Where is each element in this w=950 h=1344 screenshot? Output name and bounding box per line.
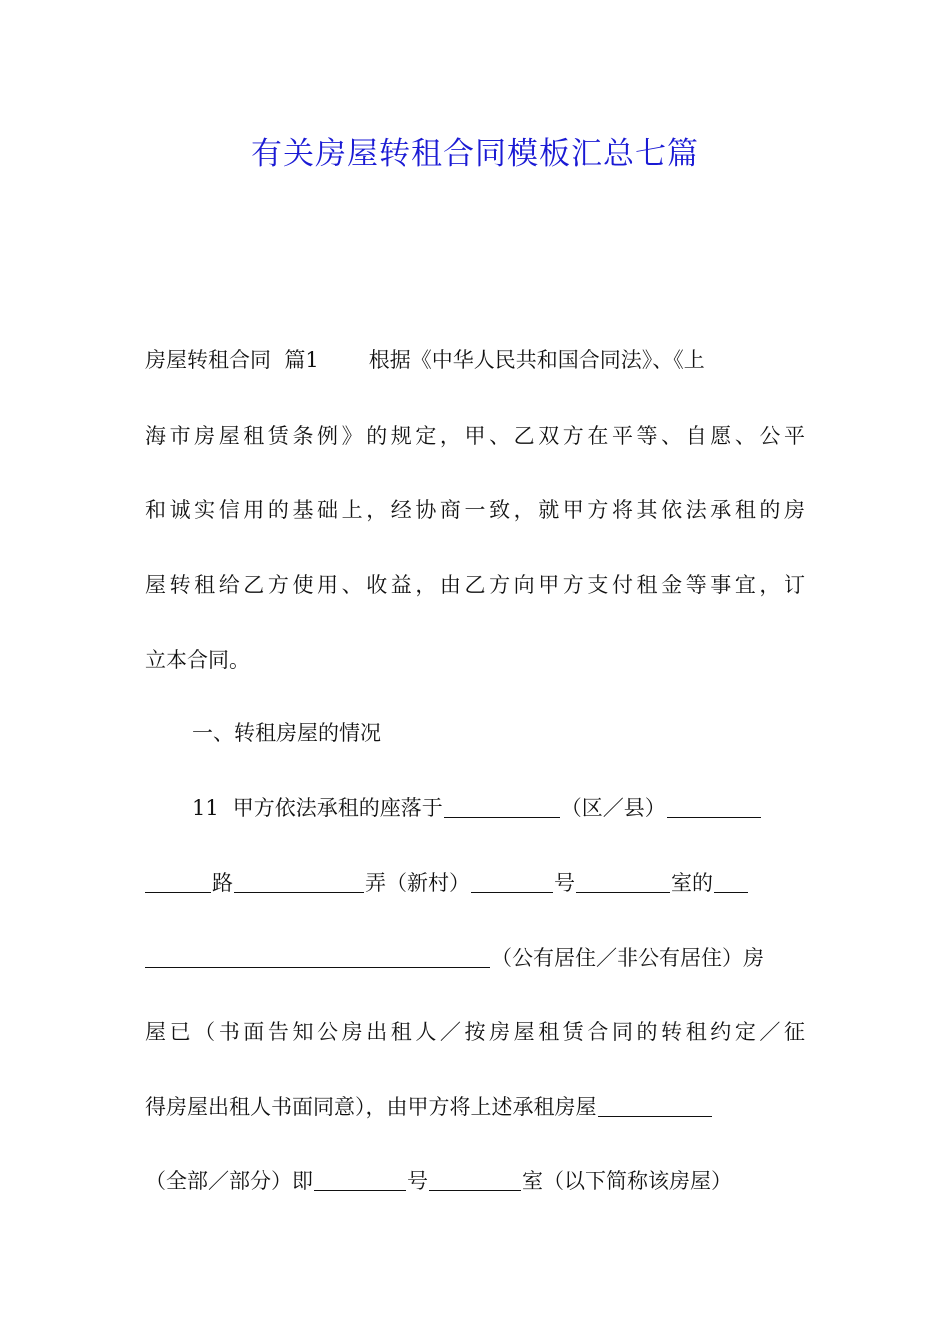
- paragraph-line: 和诚实信用的基础上，经协商一致，就甲方将其依法承租的房: [145, 498, 805, 522]
- clause-text: 路: [212, 871, 233, 895]
- clause-text: 号: [407, 1169, 428, 1193]
- clause-line: [145, 1092, 805, 1122]
- fill-blank: [429, 1168, 521, 1191]
- paragraph-line: 海市房屋租赁条例》的规定，甲、乙双方在平等、自愿、公平: [145, 424, 805, 448]
- fill-blank: [598, 1094, 712, 1117]
- clause-line: [145, 868, 805, 898]
- fill-blank: [471, 870, 553, 893]
- clause-text: （全部／部分）即: [145, 1169, 313, 1193]
- clause-text: （区／县）: [560, 796, 666, 820]
- clause-line: [145, 943, 805, 973]
- section-label: 房屋转租合同 篇1: [145, 348, 319, 372]
- fill-blank: [667, 795, 761, 818]
- clause-line: [145, 1166, 805, 1196]
- paragraph-text: 根据《中华人民共和国合同法》、《上: [368, 348, 705, 372]
- fill-blank: [314, 1168, 406, 1191]
- fill-blank: [576, 870, 670, 893]
- clause-number: 11: [192, 796, 219, 820]
- clause-text: 弄（新村）: [365, 871, 470, 895]
- clause-line: [192, 793, 805, 823]
- fill-blank: [145, 870, 211, 893]
- paragraph-line: [145, 345, 805, 375]
- section-heading: 一、转租房屋的情况: [192, 721, 381, 745]
- clause-line: 屋已（书面告知公房出租人／按房屋租赁合同的转租约定／征: [145, 1020, 805, 1044]
- fill-blank: [714, 870, 748, 893]
- clause-text: 室的: [671, 871, 713, 895]
- document-title: 有关房屋转租合同模板汇总七篇: [251, 136, 699, 172]
- clause-text: 得房屋出租人书面同意），由甲方将上述承租房屋: [145, 1095, 597, 1119]
- fill-blank: [444, 795, 560, 818]
- clause-text: （公有居住／非公有居住）房: [491, 946, 764, 970]
- clause-text: 甲方依法承租的座落于: [232, 796, 443, 820]
- paragraph-line: 立本合同。: [145, 648, 250, 672]
- fill-blank: [234, 870, 364, 893]
- fill-blank: [145, 945, 490, 968]
- clause-text: 号: [554, 871, 575, 895]
- clause-text: 室（以下简称该房屋）: [522, 1169, 732, 1193]
- paragraph-line: 屋转租给乙方使用、收益，由乙方向甲方支付租金等事宜，订: [145, 573, 805, 597]
